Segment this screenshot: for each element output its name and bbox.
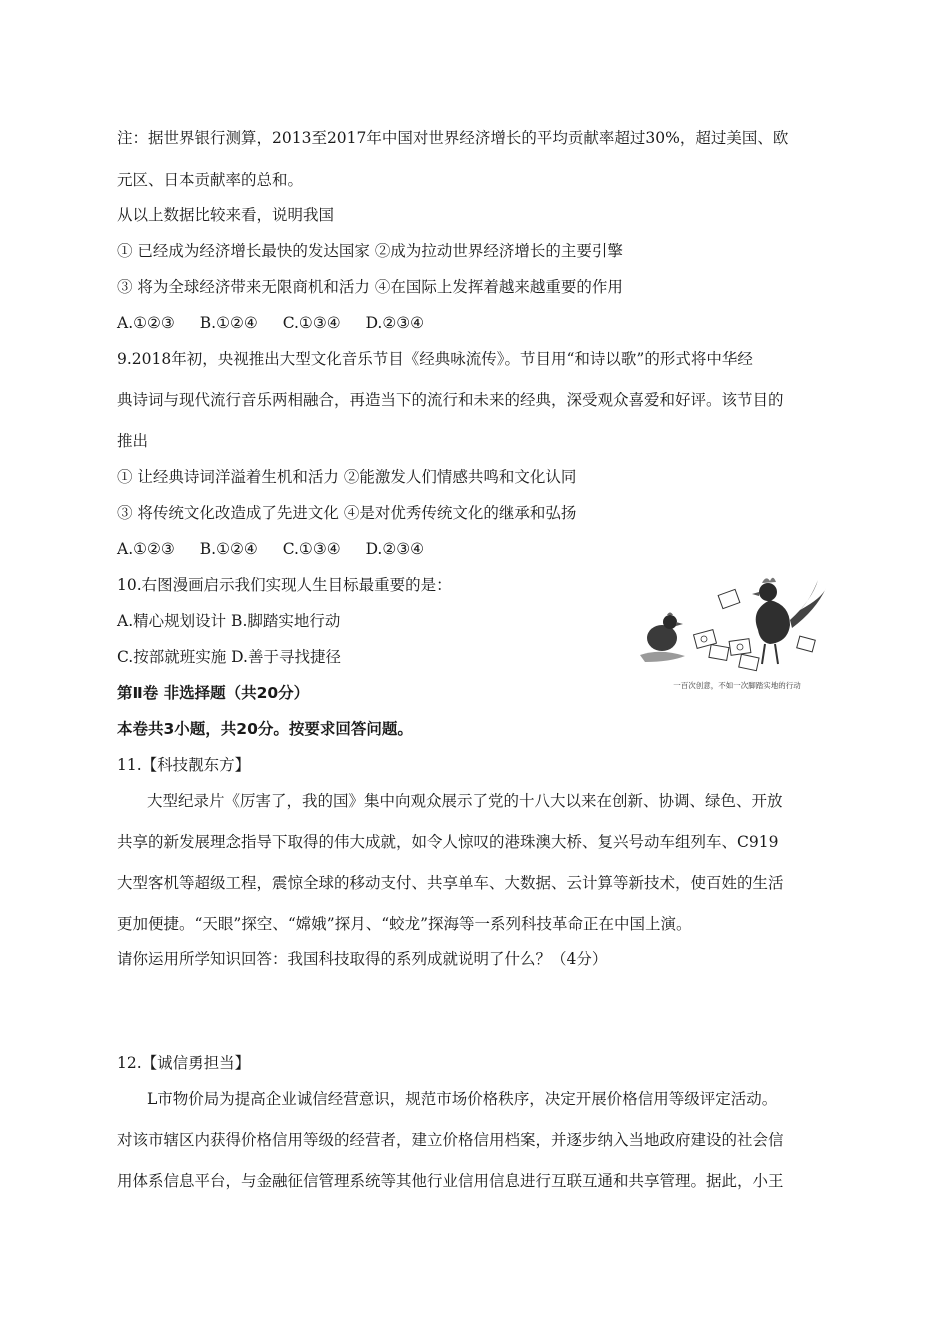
q11-heading: 11.【科技靓东方】 <box>117 756 251 774</box>
note-line-1: 注：据世界银行测算，2013至2017年中国对世界经济增长的平均贡献率超过30%，超过美国、欧 <box>117 129 789 147</box>
q8-option-b: B.①②④ <box>199 314 258 332</box>
note-line-2: 元区、日本贡献率的总和。 <box>117 171 304 189</box>
q11-paragraph-line-1: 大型纪录片《厉害了，我的国》集中向观众展示了党的十八大以来在创新、协调、绿色、开放 <box>147 792 783 810</box>
q9-option-a: A.①②③ <box>117 540 175 558</box>
q8-items-1: ① 已经成为经济增长最快的发达国家 ②成为拉动世界经济增长的主要引擎 <box>117 242 623 260</box>
q11-paragraph-line-3: 大型客机等超级工程，震惊全球的移动支付、共享单车、大数据、云计算等新技术，使百姓的生活 <box>117 874 784 892</box>
q10-options-row-1: A.精心规划设计 B.脚踏实地行动 <box>117 612 341 630</box>
q9-items-2: ③ 将传统文化改造成了先进文化 ④是对优秀传统文化的继承和弘扬 <box>117 504 577 522</box>
q11-question: 请你运用所学知识回答：我国科技取得的系列成就说明了什么？（4分） <box>117 950 608 968</box>
q12-paragraph-line-1: L市物价局为提高企业诚信经营意识，规范市场价格秩序，决定开展价格信用等级评定活动。 <box>147 1090 778 1108</box>
q10-stem: 10.右图漫画启示我们实现人生目标最重要的是： <box>117 576 452 594</box>
q11-paragraph-line-2: 共享的新发展理念指导下取得的伟大成就，如令人惊叹的港珠澳大桥、复兴号动车组列车、C919 <box>117 833 779 851</box>
q9-option-b: B.①②④ <box>199 540 258 558</box>
q9-line-2: 典诗词与现代流行音乐两相融合，再造当下的流行和未来的经典，深受观众喜爱和好评。该节目的 <box>117 391 784 409</box>
q12-paragraph-line-3: 用体系信息平台，与金融征信管理系统等其他行业信用信息进行互联互通和共享管理。据此，小王 <box>117 1172 784 1190</box>
q8-stem: 从以上数据比较来看，说明我国 <box>117 206 335 224</box>
q8-items-2: ③ 将为全球经济带来无限商机和活力 ④在国际上发挥着越来越重要的作用 <box>117 278 623 296</box>
q12-heading: 12.【诚信勇担当】 <box>117 1054 251 1072</box>
q10-options-row-2: C.按部就班实施 D.善于寻找捷径 <box>117 648 341 666</box>
q11-paragraph-line-4: 更加便捷。“天眼”探空、“嫦娥”探月、“蛟龙”探海等一系列科技革命正在中国上演。 <box>117 915 692 933</box>
q9-option-d: D.②③④ <box>365 540 425 558</box>
q9-option-c: C.①③④ <box>282 540 341 558</box>
q12-paragraph-line-2: 对该市辖区内获得价格信用等级的经营者，建立价格信用档案，并逐步纳入当地政府建设的社会信 <box>117 1131 784 1149</box>
q8-options <box>117 313 444 333</box>
q8-option-c: C.①③④ <box>282 314 341 332</box>
q9-line-3: 推出 <box>117 432 149 450</box>
q9-line-1: 9.2018年初，央视推出大型文化音乐节目《经典咏流传》。节目用“和诗以歌”的形式将中华经 <box>117 350 753 368</box>
q9-items-1: ① 让经典诗词洋溢着生机和活力 ②能激发人们情感共鸣和文化认同 <box>117 468 577 486</box>
q8-option-a: A.①②③ <box>117 314 175 332</box>
part2-title: 第Ⅱ卷 非选择题（共20分） <box>117 684 310 702</box>
comic-caption: 一百次创意，不如一次脚踏实地的行动 <box>673 681 801 690</box>
comic-illustration <box>640 570 835 696</box>
q8-option-d: D.②③④ <box>365 314 425 332</box>
q9-options <box>117 539 444 559</box>
part2-instruction: 本卷共3小题，共20分。按要求回答问题。 <box>117 720 413 738</box>
